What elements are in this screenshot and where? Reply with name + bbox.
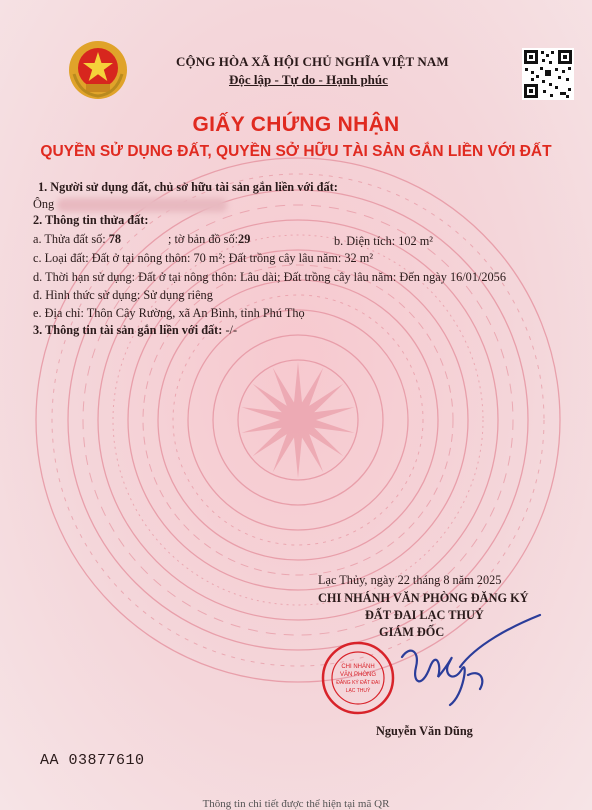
svg-text:VĂN PHÒNG: VĂN PHÒNG — [339, 672, 377, 678]
owner-line: Ông — [33, 197, 227, 212]
star-center — [242, 362, 355, 478]
svg-text:LẠC THUỶ: LẠC THUỶ — [345, 688, 371, 694]
office-name-1: CHI NHÁNH VĂN PHÒNG ĐĂNG KÝ — [318, 591, 529, 605]
land-type: c. Loại đất: Đất ở tại nông thôn: 70 m²; Đất trồng cây lâu năm: 32 m² — [33, 251, 374, 265]
address: e. Địa chỉ: Thôn Cây Rường, xã An Bình, tỉnh Phú Thọ — [33, 306, 305, 320]
official-stamp — [320, 640, 396, 716]
signature — [390, 605, 550, 725]
svg-text:ĐĂNG KÝ ĐẤT ĐAI: ĐĂNG KÝ ĐẤT ĐAI — [336, 680, 380, 686]
signer-name: Nguyễn Văn Dũng — [376, 724, 473, 738]
parcel-number: a. Thửa đất số: 78 — [33, 232, 122, 246]
qr-code-icon[interactable] — [522, 48, 574, 100]
republic-title: CỘNG HÒA XÃ HỘI CHỦ NGHĨA VIỆT NAM — [176, 54, 449, 69]
certificate-subtitle: QUYỀN SỬ DỤNG ĐẤT, QUYỀN SỞ HỮU TÀI SẢN GẮN LIỀN VỚI ĐẤT — [40, 143, 552, 160]
motto: Độc lập - Tự do - Hạnh phúc — [229, 72, 388, 87]
qr-note: Thông tin chi tiết được thể hiện tại mã QR — [202, 798, 390, 810]
owner-name-redacted — [57, 198, 227, 212]
area: b. Diện tích: 102 m² — [334, 234, 433, 248]
national-emblem-icon — [66, 38, 130, 102]
section3: 3. Thông tin tài sản gắn liền với đất: -/- — [33, 323, 238, 337]
signer-role: GIÁM ĐỐC — [379, 625, 445, 639]
place-date: Lạc Thủy, ngày 22 tháng 8 năm 2025 — [318, 573, 502, 587]
use-term: d. Thời hạn sử dụng: Đất ở tại nông thôn: Lâu dài; Đất trồng cây lâu năm: Đến ngày 16/01/2056 — [33, 270, 506, 284]
section2-heading: 2. Thông tin thửa đất: — [33, 213, 149, 227]
certificate-title: GIẤY CHỨNG NHẬN — [192, 113, 400, 136]
serial-number: AA 03877610 — [40, 752, 145, 769]
section1-heading: 1. Người sử dụng đất, chủ sở hữu tài sản gắn liền với đất: — [38, 180, 338, 194]
svg-text:CHI NHÁNH: CHI NHÁNH — [341, 664, 375, 670]
use-form: đ. Hình thức sử dụng: Sử dụng riêng — [33, 288, 213, 302]
office-name-2: ĐẤT ĐAI LẠC THUỶ — [365, 608, 484, 622]
map-sheet: ; tờ bản đồ số:29 — [168, 232, 251, 246]
